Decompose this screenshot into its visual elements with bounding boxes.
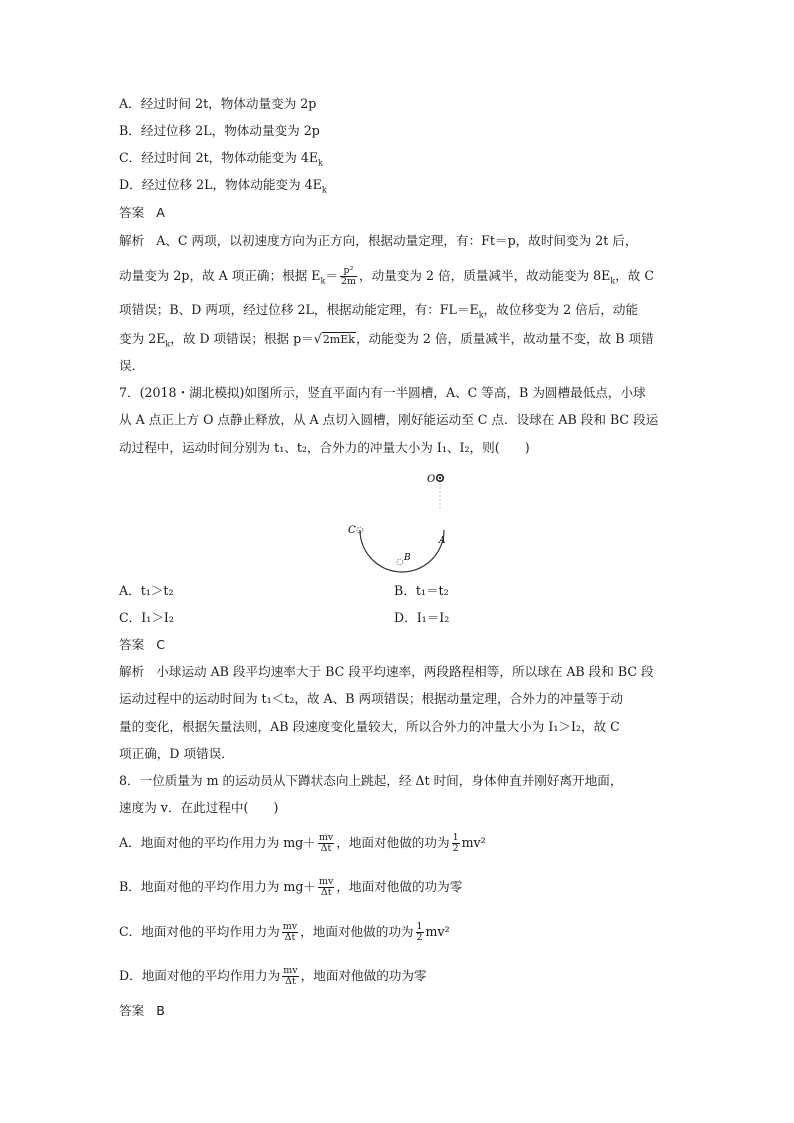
answer-value: A: [156, 205, 165, 220]
q8-option-a: A．地面对他的平均作用力为 mg＋ $\frac{mv}{\Delta t}$ ，地面对他做的功为 $\frac{1}{2}$ mv²: [119, 832, 486, 854]
q8-option-d: D．地面对他的平均作用力为 $\frac{mv}{\Delta t}$ ，地面对他做的功为零: [119, 965, 427, 987]
fraction-p2-2m: $\frac{\text{p²}}{2m}$: [340, 265, 357, 287]
fraction-mv-dt: $\frac{mv}{\Delta t}$: [283, 965, 298, 987]
ball-center: [439, 477, 441, 479]
semicircle-groove: [360, 530, 444, 572]
fraction-half: $\frac{1}{2}$: [452, 832, 459, 854]
q7-analysis-line3: 量的变化，根据矢量法则，AB 段速度变化量较大，所以合外力的冲量大小为 I₁＞I₂，故 C: [119, 719, 620, 734]
answer-value: C: [156, 637, 165, 652]
answer-label: 答案: [119, 1003, 145, 1018]
answer-label: 答案: [119, 205, 145, 220]
q7-stem-line3: 动过程中，运动时间分别为 t₁、t₂，合外力的冲量大小为 I₁、I₂，则( ): [119, 440, 530, 455]
q8-option-b: B．地面对他的平均作用力为 mg＋ $\frac{mv}{\Delta t}$ ，地面对他做的功为零: [119, 876, 463, 898]
fraction-mv-dt: $\frac{mv}{\Delta t}$: [282, 921, 298, 943]
label-c: C: [348, 525, 356, 536]
q8-stem-line2: 速度为 v．在此过程中( ): [119, 800, 279, 815]
q7-analysis-line4: 项正确，D 项错误．: [119, 746, 234, 761]
fraction-mv-dt: $\frac{mv}{\Delta t}$: [318, 832, 334, 854]
ball-at-b: [397, 559, 403, 565]
q7-analysis-line2: 运动过程中的运动时间为 t₁＜t₂，故 A、B 两项错误；根据动量定理，合外力的冲量等于动: [119, 691, 623, 706]
q8-stem-line1: 8．一位质量为 m 的运动员从下蹲状态向上跳起，经 Δt 时间，身体伸直并刚好离开地面，: [119, 773, 623, 788]
q6-option-d: D．经过位移 2L，物体动能变为 $4E_k$: [119, 177, 327, 195]
answer-label: 答案: [119, 637, 145, 652]
label-b: B: [404, 553, 411, 563]
semicircle-groove-diagram: [340, 470, 460, 580]
q7-option-d: D．I₁＝I₂: [394, 610, 450, 625]
q7-option-a: A．t₁＞t₂: [119, 583, 174, 598]
q6-analysis-line4: 变为 $2E_k$，故 D 项错误；根据 p＝√2mEk，动能变为 2 倍，质量减半，故动量不变，故 B 项错: [119, 331, 654, 349]
q6-analysis-line2: 动量变为 2p，故 A 项正确；根据 $E_k=$ $\frac{\text{p²}}{2m}$ ，动量变为 2 倍，质量减半，故动能变为 $8E_k$，故 C: [119, 265, 655, 287]
label-o: O: [427, 474, 436, 485]
q7-analysis-line1: 解析 小球运动 AB 段平均速率大于 BC 段平均速率，两段路程相等，所以球在 AB 段和 BC 段: [119, 664, 654, 679]
q7-stem-line1: 7．(2018・湖北模拟)如图所示，竖直平面内有一半圆槽，A、C 等高，B 为圆槽最低点，小球: [119, 385, 646, 400]
q8-option-c: C．地面对他的平均作用力为 $\frac{mv}{\Delta t}$ ，地面对他做的功为 $\frac{1}{2}$ mv²: [119, 921, 450, 943]
q8-answer: [119, 1003, 165, 1019]
q6-option-c: C．经过时间 2t，物体动能变为 $4E_k$: [119, 150, 323, 168]
q6-analysis-line5: 误．: [119, 358, 145, 373]
q7-answer: [119, 637, 165, 653]
fraction-mv-dt: $\frac{mv}{\Delta t}$: [318, 876, 334, 898]
q6-option-b: B．经过位移 2L，物体动量变为 2p: [119, 123, 320, 138]
answer-value: B: [156, 1003, 165, 1018]
q7-option-c: C．I₁＞I₂: [119, 610, 174, 625]
q6-analysis-line1: 解析 A、C 两项，以初速度方向为正方向，根据动量定理，有：Ft＝p，故时间变为 2t 后，: [119, 233, 638, 248]
q6-answer: [119, 205, 165, 221]
q6-analysis-line3: 项错误；B、D 两项，经过位移 2L，根据动能定理，有：$FL=E_k$，故位移变为 2 倍后，动能: [119, 302, 639, 320]
label-a: A: [439, 536, 446, 546]
q7-option-b: B．t₁＝t₂: [394, 583, 449, 598]
fraction-half: $\frac{1}{2}$: [416, 921, 423, 943]
q6-option-a: A．经过时间 2t，物体动量变为 2p: [119, 96, 317, 111]
q7-stem-line2: 从 A 点正上方 O 点静止释放，从 A 点切入圆槽，刚好能运动至 C 点．设球在 AB 段和 BC 段运: [119, 412, 659, 427]
